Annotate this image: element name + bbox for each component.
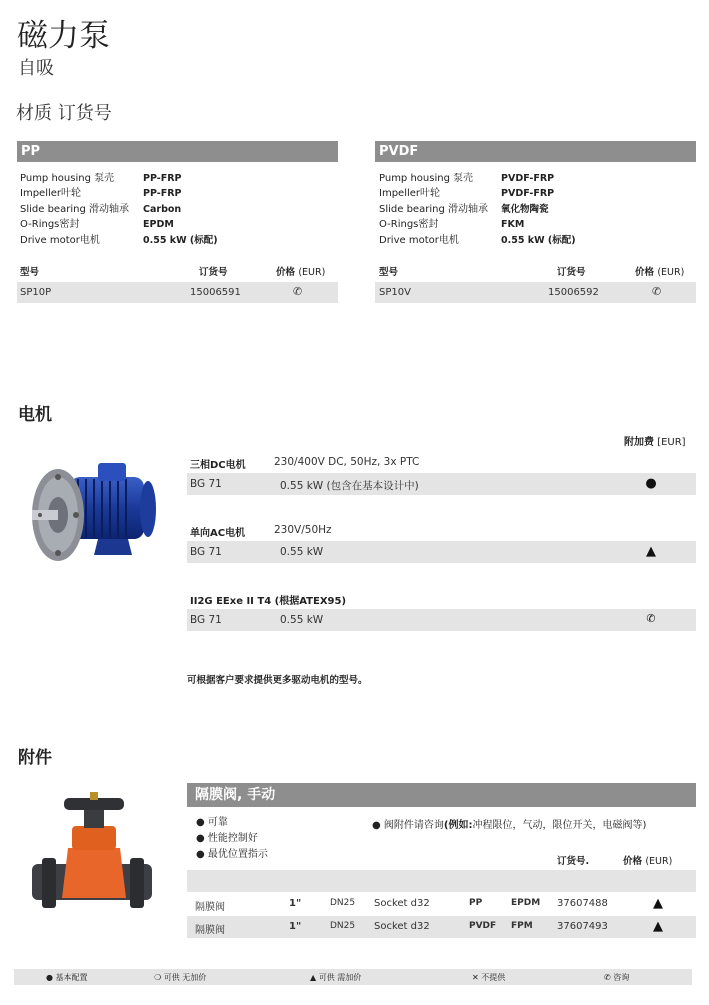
surcharge-triangle-icon: ▲ xyxy=(310,973,317,982)
col-price: 价格 (EUR) xyxy=(635,267,685,278)
motor-image xyxy=(28,455,156,573)
spec-label: O-Rings密封 xyxy=(379,219,439,231)
spec-labels-pvdf xyxy=(379,171,499,248)
col-price: 价格 (EUR) xyxy=(276,267,326,278)
phone-icon: ✆ xyxy=(652,285,662,298)
col-price: 价格 (EUR) xyxy=(623,856,673,867)
valve-name: 隔膜阀 xyxy=(195,902,225,913)
surcharge-header: 附加费 [EUR] xyxy=(624,437,686,448)
spec-label: Pump housing 泵壳 xyxy=(379,173,474,184)
motor-size: BG 71 xyxy=(190,546,222,558)
table-row xyxy=(375,282,696,303)
page-title: 磁力泵 xyxy=(17,18,110,54)
motor-group-label-1phase: 单向AC电机 xyxy=(190,528,246,539)
legend-item: ✆ 咨询 xyxy=(604,973,630,982)
table-header-bar xyxy=(187,870,696,892)
motor-group-label-atex: II2G EExe II T4 (根据ATEX95) xyxy=(190,596,347,607)
phone-icon: ✆ xyxy=(604,973,611,982)
section-title-materials: 材质 订货号 xyxy=(16,103,112,124)
valve-dn: DN25 xyxy=(330,898,356,908)
motor-power: 0.55 kW (包含在基本设计中) xyxy=(280,480,419,492)
valve-size: 1" xyxy=(289,898,302,909)
standard-dot-icon: ● xyxy=(645,476,657,491)
spec-label: Pump housing 泵壳 xyxy=(20,173,115,184)
page-subtitle: 自吸 xyxy=(18,58,54,79)
surcharge-triangle-icon: ▲ xyxy=(646,544,656,559)
spec-value: 氧化物陶瓷 xyxy=(501,203,549,215)
col-order: 订货号 xyxy=(557,267,586,278)
table-row xyxy=(187,916,696,938)
spec-value: PVDF-FRP xyxy=(501,188,555,200)
col-model: 型号 xyxy=(379,267,399,278)
valve-dn: DN25 xyxy=(330,921,356,931)
motor-size: BG 71 xyxy=(190,478,222,490)
table-row xyxy=(187,893,696,915)
model-value: SP10P xyxy=(20,287,52,298)
spec-values-pp xyxy=(143,171,293,248)
motor-group-spec: 230V/50Hz xyxy=(274,524,332,536)
valve-image xyxy=(28,788,158,928)
spec-label: O-Rings密封 xyxy=(20,219,80,231)
material-header-pvdf: PVDF xyxy=(375,141,696,162)
valve-seal: EPDM xyxy=(511,898,541,908)
spec-value: Carbon xyxy=(143,203,182,215)
col-order: 订货号. xyxy=(557,856,590,867)
motor-size: BG 71 xyxy=(190,614,222,626)
material-header-pp: PP xyxy=(17,141,338,162)
accessories-heading: 附件 xyxy=(18,748,52,768)
col-model: 型号 xyxy=(20,267,40,278)
phone-icon: ✆ xyxy=(646,612,656,625)
valve-order: 37607488 xyxy=(557,898,608,909)
valve-size: 1" xyxy=(289,921,302,932)
motor-group-label-3phase: 三相DC电机 xyxy=(190,460,246,471)
valve-name: 隔膜阀 xyxy=(195,925,225,936)
spec-values-pvdf xyxy=(501,171,651,248)
order-value: 15006592 xyxy=(548,287,599,298)
spec-label: Impeller叶轮 xyxy=(20,188,82,200)
legend-item: ✕ 不提供 xyxy=(472,973,506,982)
col-order: 订货号 xyxy=(199,267,228,278)
spec-labels-pp xyxy=(20,171,140,248)
valve-connection: Socket d32 xyxy=(374,898,430,909)
phone-icon: ✆ xyxy=(293,285,303,298)
surcharge-triangle-icon: ▲ xyxy=(653,896,663,911)
spec-label: Impeller叶轮 xyxy=(379,188,441,200)
spec-label: Slide bearing 滑动轴承 xyxy=(379,203,488,215)
table-row xyxy=(187,473,696,495)
bullet-list xyxy=(196,815,268,863)
spec-value: PVDF-FRP xyxy=(501,173,555,184)
table-row xyxy=(17,282,338,303)
valve-connection: Socket d32 xyxy=(374,921,430,932)
spec-value: EPDM xyxy=(143,219,174,231)
table-row xyxy=(187,541,696,563)
accessory-bar: 隔膜阀, 手动 xyxy=(187,783,696,807)
list-item: ● 可靠 xyxy=(196,817,228,828)
valve-material: PP xyxy=(469,898,483,908)
spec-label: Drive motor电机 xyxy=(20,234,100,246)
model-value: SP10V xyxy=(379,287,411,298)
surcharge-triangle-icon: ▲ xyxy=(653,919,663,934)
standard-dot-icon: ● xyxy=(46,973,53,982)
accessory-note: ● 阀附件请咨询(例如:冲程限位，气动，限位开关，电磁阀等) xyxy=(372,820,647,831)
cross-icon: ✕ xyxy=(472,973,479,982)
list-item: ● 性能控制好 xyxy=(196,833,258,844)
motor-note: 可根据客户要求提供更多驱动电机的型号。 xyxy=(187,675,368,686)
legend-item: ▲ 可供 需加价 xyxy=(310,973,362,982)
legend-item: ❍ 可供 无加价 xyxy=(154,973,207,982)
spec-value: 0.55 kW (标配) xyxy=(501,234,576,246)
order-value: 15006591 xyxy=(190,287,241,298)
motor-group-spec: 230/400V DC, 50Hz, 3x PTC xyxy=(274,456,420,468)
valve-material: PVDF xyxy=(469,921,497,931)
list-item: ● 最优位置指示 xyxy=(196,849,268,860)
valve-order: 37607493 xyxy=(557,921,608,932)
spec-value: PP-FRP xyxy=(143,173,182,184)
spec-value: PP-FRP xyxy=(143,188,182,200)
spec-value: FKM xyxy=(501,219,525,231)
spec-label: Drive motor电机 xyxy=(379,234,459,246)
motor-heading: 电机 xyxy=(18,405,52,425)
valve-seal: FPM xyxy=(511,921,533,931)
spec-value: 0.55 kW (标配) xyxy=(143,234,218,246)
motor-power: 0.55 kW xyxy=(280,614,324,626)
half-circle-icon: ❍ xyxy=(154,973,162,982)
motor-power: 0.55 kW xyxy=(280,546,324,558)
spec-label: Slide bearing 滑动轴承 xyxy=(20,203,129,215)
legend-item: ● 基本配置 xyxy=(46,973,88,982)
table-row xyxy=(187,609,696,631)
